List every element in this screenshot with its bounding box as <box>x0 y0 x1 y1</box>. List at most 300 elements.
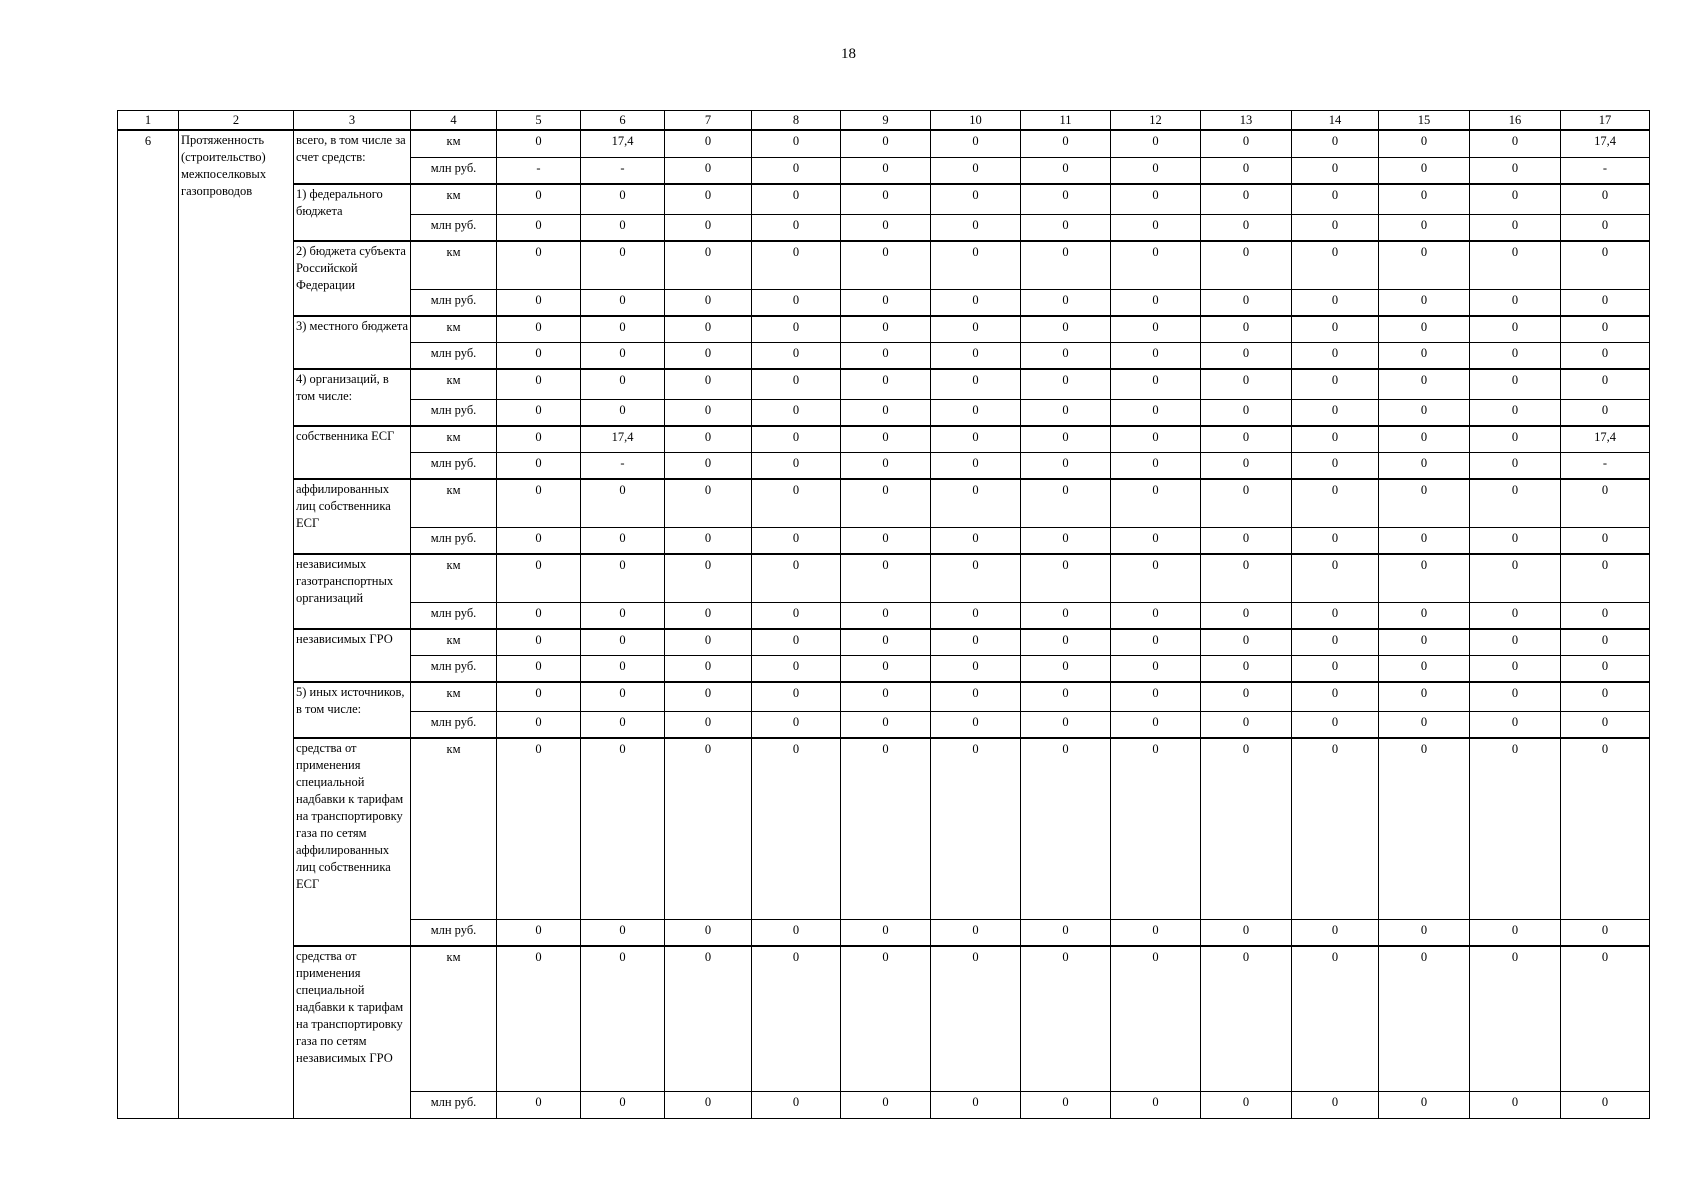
value-cell: 0 <box>1379 369 1470 399</box>
value-cell: 0 <box>665 738 752 919</box>
value-cell: 0 <box>1470 369 1561 399</box>
value-cell: 0 <box>1201 919 1292 946</box>
value-cell: 0 <box>1470 214 1561 241</box>
value-cell: 0 <box>581 369 665 399</box>
funding-source-label: средства от применения специальной надбавки к тарифам на транспортировку газа по сетям аффилированных лиц собственника ЕСГ <box>294 738 411 946</box>
funding-source-label: 5) иных источников, в том числе: <box>294 682 411 738</box>
value-cell: 0 <box>1379 342 1470 369</box>
value-cell: 0 <box>841 241 931 289</box>
value-cell: 0 <box>752 399 841 426</box>
value-cell: 0 <box>497 426 581 452</box>
value-cell: 0 <box>1379 316 1470 342</box>
value-cell: 0 <box>1470 157 1561 184</box>
value-cell: 0 <box>1201 452 1292 479</box>
unit-cell: км <box>411 479 497 527</box>
unit-cell: км <box>411 369 497 399</box>
value-cell: 0 <box>752 130 841 157</box>
value-cell: 0 <box>581 655 665 682</box>
value-cell: 0 <box>1561 682 1650 711</box>
value-cell: 0 <box>581 1091 665 1118</box>
value-cell: 0 <box>1379 554 1470 602</box>
value-cell: 0 <box>1201 214 1292 241</box>
value-cell: 0 <box>1470 554 1561 602</box>
value-cell: 0 <box>497 479 581 527</box>
value-cell: 0 <box>752 629 841 655</box>
table-row <box>118 738 1650 919</box>
funding-table <box>117 110 1650 1119</box>
value-cell: 0 <box>931 130 1021 157</box>
value-cell: 0 <box>581 711 665 738</box>
value-cell: 0 <box>1201 241 1292 289</box>
value-cell: 0 <box>1111 554 1201 602</box>
value-cell: 0 <box>752 342 841 369</box>
unit-cell: км <box>411 738 497 919</box>
value-cell: 0 <box>665 1091 752 1118</box>
value-cell: 0 <box>1379 527 1470 554</box>
value-cell: 0 <box>581 184 665 214</box>
value-cell: 0 <box>1470 452 1561 479</box>
value-cell: 0 <box>931 554 1021 602</box>
value-cell: 0 <box>752 369 841 399</box>
value-cell: 0 <box>1470 946 1561 1091</box>
value-cell: 0 <box>1379 452 1470 479</box>
value-cell: 17,4 <box>1561 130 1650 157</box>
value-cell: 0 <box>752 919 841 946</box>
unit-cell: млн руб. <box>411 527 497 554</box>
value-cell: 0 <box>752 682 841 711</box>
value-cell: 0 <box>1379 919 1470 946</box>
value-cell: 0 <box>1292 629 1379 655</box>
value-cell: 0 <box>752 241 841 289</box>
unit-cell: млн руб. <box>411 214 497 241</box>
value-cell: 0 <box>1201 946 1292 1091</box>
column-number-12: 12 <box>1111 111 1201 131</box>
unit-cell: млн руб. <box>411 342 497 369</box>
value-cell: 0 <box>497 452 581 479</box>
column-number-3: 3 <box>294 111 411 131</box>
value-cell: 0 <box>1561 479 1650 527</box>
value-cell: 0 <box>1111 184 1201 214</box>
value-cell: 0 <box>1021 682 1111 711</box>
value-cell: 0 <box>1111 369 1201 399</box>
value-cell: 0 <box>497 399 581 426</box>
value-cell: 0 <box>665 184 752 214</box>
value-cell: 0 <box>497 919 581 946</box>
value-cell: 0 <box>1021 157 1111 184</box>
value-cell: 0 <box>1111 289 1201 316</box>
value-cell: 0 <box>665 289 752 316</box>
value-cell: 0 <box>581 527 665 554</box>
value-cell: 0 <box>752 738 841 919</box>
value-cell: 0 <box>1561 738 1650 919</box>
unit-cell: км <box>411 629 497 655</box>
value-cell: 0 <box>1201 1091 1292 1118</box>
value-cell: 0 <box>752 214 841 241</box>
value-cell: 0 <box>1021 946 1111 1091</box>
value-cell: 0 <box>1470 919 1561 946</box>
value-cell: 0 <box>841 629 931 655</box>
value-cell: 0 <box>497 241 581 289</box>
value-cell: 0 <box>931 629 1021 655</box>
unit-cell: км <box>411 184 497 214</box>
value-cell: 0 <box>581 399 665 426</box>
value-cell: 0 <box>1111 711 1201 738</box>
value-cell: 0 <box>1201 738 1292 919</box>
value-cell: 0 <box>1379 711 1470 738</box>
table-row <box>118 682 1650 711</box>
value-cell: 0 <box>1561 711 1650 738</box>
column-number-1: 1 <box>118 111 179 131</box>
value-cell: 0 <box>581 554 665 602</box>
funding-source-label: независимых газотранспортных организаций <box>294 554 411 629</box>
value-cell: 17,4 <box>581 426 665 452</box>
value-cell: 0 <box>1470 426 1561 452</box>
value-cell: 0 <box>1292 426 1379 452</box>
value-cell: 0 <box>1470 289 1561 316</box>
value-cell: 0 <box>665 399 752 426</box>
column-number-14: 14 <box>1292 111 1379 131</box>
value-cell: 0 <box>1561 316 1650 342</box>
column-number-11: 11 <box>1021 111 1111 131</box>
value-cell: 0 <box>1379 214 1470 241</box>
value-cell: 0 <box>1561 214 1650 241</box>
value-cell: 0 <box>1201 527 1292 554</box>
row-number-cell: 6 <box>118 130 179 1118</box>
value-cell: 0 <box>931 426 1021 452</box>
value-cell: 0 <box>1379 426 1470 452</box>
value-cell: - <box>581 452 665 479</box>
table-row <box>118 946 1650 1091</box>
value-cell: 0 <box>752 184 841 214</box>
unit-cell: км <box>411 241 497 289</box>
value-cell: 0 <box>1292 369 1379 399</box>
value-cell: 0 <box>581 316 665 342</box>
value-cell: 0 <box>1021 479 1111 527</box>
value-cell: 0 <box>581 629 665 655</box>
unit-cell: км <box>411 946 497 1091</box>
value-cell: 0 <box>1201 602 1292 629</box>
column-number-10: 10 <box>931 111 1021 131</box>
column-number-2: 2 <box>179 111 294 131</box>
column-number-17: 17 <box>1561 111 1650 131</box>
value-cell: 0 <box>931 289 1021 316</box>
value-cell: 0 <box>497 316 581 342</box>
value-cell: 0 <box>581 946 665 1091</box>
value-cell: 0 <box>1379 738 1470 919</box>
column-number-6: 6 <box>581 111 665 131</box>
value-cell: 0 <box>841 602 931 629</box>
value-cell: 0 <box>1201 184 1292 214</box>
value-cell: 0 <box>841 157 931 184</box>
value-cell: 0 <box>665 214 752 241</box>
value-cell: 0 <box>1021 629 1111 655</box>
value-cell: 0 <box>1561 655 1650 682</box>
value-cell: 0 <box>1379 682 1470 711</box>
value-cell: 0 <box>665 946 752 1091</box>
value-cell: 0 <box>1292 157 1379 184</box>
value-cell: 0 <box>1379 602 1470 629</box>
value-cell: 0 <box>1021 554 1111 602</box>
funding-source-label: 4) организаций, в том числе: <box>294 369 411 426</box>
table-row <box>118 479 1650 527</box>
value-cell: 0 <box>665 602 752 629</box>
value-cell: 0 <box>1470 241 1561 289</box>
column-number-13: 13 <box>1201 111 1292 131</box>
value-cell: 0 <box>1111 452 1201 479</box>
value-cell: 0 <box>665 682 752 711</box>
value-cell: 0 <box>931 1091 1021 1118</box>
value-cell: 0 <box>1561 241 1650 289</box>
value-cell: 17,4 <box>581 130 665 157</box>
value-cell: 0 <box>1292 479 1379 527</box>
value-cell: 0 <box>1292 527 1379 554</box>
value-cell: 0 <box>1561 289 1650 316</box>
table-body <box>118 130 1650 1118</box>
funding-source-label: 3) местного бюджета <box>294 316 411 369</box>
table-row <box>118 426 1650 452</box>
value-cell: 0 <box>931 316 1021 342</box>
value-cell: 0 <box>665 554 752 602</box>
value-cell: 0 <box>497 629 581 655</box>
value-cell: 0 <box>752 527 841 554</box>
value-cell: 0 <box>841 738 931 919</box>
table-row <box>118 554 1650 602</box>
value-cell: 0 <box>1021 399 1111 426</box>
value-cell: 0 <box>841 946 931 1091</box>
value-cell: 0 <box>1292 130 1379 157</box>
value-cell: 0 <box>1292 452 1379 479</box>
value-cell: 0 <box>1470 399 1561 426</box>
column-number-16: 16 <box>1470 111 1561 131</box>
value-cell: 0 <box>1021 452 1111 479</box>
value-cell: 0 <box>1111 157 1201 184</box>
value-cell: 0 <box>931 452 1021 479</box>
value-cell: 0 <box>1470 130 1561 157</box>
value-cell: 0 <box>841 399 931 426</box>
value-cell: 0 <box>497 184 581 214</box>
value-cell: 0 <box>931 602 1021 629</box>
value-cell: 0 <box>931 682 1021 711</box>
value-cell: 0 <box>1021 527 1111 554</box>
value-cell: 0 <box>1561 946 1650 1091</box>
value-cell: 0 <box>1111 399 1201 426</box>
value-cell: 0 <box>841 655 931 682</box>
value-cell: 17,4 <box>1561 426 1650 452</box>
value-cell: 0 <box>1292 738 1379 919</box>
value-cell: 0 <box>1292 214 1379 241</box>
funding-source-label: средства от применения специальной надбавки к тарифам на транспортировку газа по сетям независимых ГРО <box>294 946 411 1118</box>
value-cell: 0 <box>665 316 752 342</box>
value-cell: 0 <box>752 1091 841 1118</box>
value-cell: 0 <box>1111 241 1201 289</box>
value-cell: 0 <box>1379 130 1470 157</box>
value-cell: 0 <box>841 479 931 527</box>
value-cell: 0 <box>665 919 752 946</box>
value-cell: 0 <box>1561 1091 1650 1118</box>
unit-cell: км <box>411 426 497 452</box>
value-cell: 0 <box>581 342 665 369</box>
value-cell: 0 <box>1201 479 1292 527</box>
value-cell: 0 <box>1470 1091 1561 1118</box>
value-cell: 0 <box>841 289 931 316</box>
value-cell: 0 <box>1561 919 1650 946</box>
value-cell: 0 <box>841 342 931 369</box>
value-cell: 0 <box>841 1091 931 1118</box>
value-cell: 0 <box>1021 602 1111 629</box>
value-cell: 0 <box>1201 655 1292 682</box>
value-cell: 0 <box>1111 214 1201 241</box>
value-cell: 0 <box>665 130 752 157</box>
value-cell: 0 <box>931 946 1021 1091</box>
value-cell: 0 <box>1292 919 1379 946</box>
value-cell: 0 <box>1379 479 1470 527</box>
unit-cell: млн руб. <box>411 452 497 479</box>
value-cell: 0 <box>841 130 931 157</box>
value-cell: 0 <box>1201 711 1292 738</box>
value-cell: 0 <box>497 554 581 602</box>
value-cell: 0 <box>752 655 841 682</box>
value-cell: 0 <box>665 629 752 655</box>
value-cell: 0 <box>931 527 1021 554</box>
value-cell: 0 <box>1561 342 1650 369</box>
value-cell: 0 <box>1021 342 1111 369</box>
value-cell: 0 <box>665 157 752 184</box>
value-cell: 0 <box>1379 184 1470 214</box>
value-cell: 0 <box>931 369 1021 399</box>
table-row <box>118 316 1650 342</box>
value-cell: 0 <box>665 426 752 452</box>
value-cell: 0 <box>1201 157 1292 184</box>
value-cell: 0 <box>1379 655 1470 682</box>
value-cell: 0 <box>1201 682 1292 711</box>
value-cell: 0 <box>931 919 1021 946</box>
value-cell: 0 <box>1292 554 1379 602</box>
value-cell: 0 <box>841 184 931 214</box>
column-number-row <box>118 111 1650 131</box>
value-cell: 0 <box>1561 369 1650 399</box>
value-cell: 0 <box>841 527 931 554</box>
value-cell: 0 <box>497 369 581 399</box>
value-cell: 0 <box>497 682 581 711</box>
value-cell: 0 <box>1561 184 1650 214</box>
funding-source-label: 1) федерального бюджета <box>294 184 411 241</box>
value-cell: 0 <box>752 289 841 316</box>
value-cell: 0 <box>1292 602 1379 629</box>
value-cell: 0 <box>1021 184 1111 214</box>
value-cell: 0 <box>1470 682 1561 711</box>
value-cell: 0 <box>1470 527 1561 554</box>
value-cell: 0 <box>1561 629 1650 655</box>
value-cell: 0 <box>931 479 1021 527</box>
value-cell: 0 <box>497 711 581 738</box>
value-cell: 0 <box>665 655 752 682</box>
value-cell: 0 <box>1111 738 1201 919</box>
value-cell: 0 <box>497 289 581 316</box>
page-number: 18 <box>841 46 856 62</box>
unit-cell: км <box>411 554 497 602</box>
value-cell: 0 <box>1292 711 1379 738</box>
unit-cell: млн руб. <box>411 289 497 316</box>
table-row <box>118 369 1650 399</box>
value-cell: 0 <box>1470 655 1561 682</box>
table-row <box>118 241 1650 289</box>
value-cell: 0 <box>752 602 841 629</box>
value-cell: 0 <box>581 682 665 711</box>
value-cell: 0 <box>1201 130 1292 157</box>
value-cell: 0 <box>1201 289 1292 316</box>
value-cell: 0 <box>581 479 665 527</box>
value-cell: 0 <box>1021 738 1111 919</box>
value-cell: 0 <box>665 342 752 369</box>
value-cell: 0 <box>1379 157 1470 184</box>
indicator-name-cell: Протяженность (строительство) межпоселковых газопроводов <box>179 130 294 1118</box>
value-cell: 0 <box>1111 316 1201 342</box>
value-cell: 0 <box>752 711 841 738</box>
value-cell: 0 <box>497 214 581 241</box>
value-cell: 0 <box>841 214 931 241</box>
value-cell: 0 <box>497 342 581 369</box>
value-cell: 0 <box>1292 1091 1379 1118</box>
value-cell: 0 <box>931 157 1021 184</box>
value-cell: - <box>581 157 665 184</box>
value-cell: 0 <box>1292 946 1379 1091</box>
unit-cell: км <box>411 682 497 711</box>
value-cell: 0 <box>1379 399 1470 426</box>
unit-cell: км <box>411 316 497 342</box>
value-cell: 0 <box>497 130 581 157</box>
column-number-15: 15 <box>1379 111 1470 131</box>
value-cell: 0 <box>1561 527 1650 554</box>
value-cell: 0 <box>1292 399 1379 426</box>
value-cell: 0 <box>931 342 1021 369</box>
value-cell: 0 <box>752 479 841 527</box>
value-cell: 0 <box>1470 738 1561 919</box>
value-cell: 0 <box>581 241 665 289</box>
value-cell: 0 <box>752 946 841 1091</box>
value-cell: 0 <box>1201 554 1292 602</box>
value-cell: 0 <box>1111 479 1201 527</box>
value-cell: 0 <box>752 316 841 342</box>
column-number-9: 9 <box>841 111 931 131</box>
value-cell: 0 <box>1292 682 1379 711</box>
unit-cell: млн руб. <box>411 655 497 682</box>
value-cell: 0 <box>1201 426 1292 452</box>
unit-cell: млн руб. <box>411 399 497 426</box>
value-cell: 0 <box>1111 682 1201 711</box>
value-cell: 0 <box>1111 342 1201 369</box>
value-cell: 0 <box>1021 655 1111 682</box>
value-cell: 0 <box>1470 479 1561 527</box>
funding-source-label: собственника ЕСГ <box>294 426 411 479</box>
value-cell: 0 <box>1201 369 1292 399</box>
unit-cell: млн руб. <box>411 602 497 629</box>
value-cell: 0 <box>1470 342 1561 369</box>
value-cell: 0 <box>497 738 581 919</box>
value-cell: 0 <box>841 426 931 452</box>
unit-cell: млн руб. <box>411 157 497 184</box>
value-cell: 0 <box>1021 369 1111 399</box>
value-cell: 0 <box>931 399 1021 426</box>
value-cell: 0 <box>931 214 1021 241</box>
value-cell: 0 <box>1379 1091 1470 1118</box>
value-cell: 0 <box>1470 711 1561 738</box>
value-cell: 0 <box>1561 554 1650 602</box>
value-cell: 0 <box>1201 629 1292 655</box>
table-row <box>118 184 1650 214</box>
value-cell: 0 <box>1292 655 1379 682</box>
value-cell: 0 <box>1111 946 1201 1091</box>
column-number-7: 7 <box>665 111 752 131</box>
